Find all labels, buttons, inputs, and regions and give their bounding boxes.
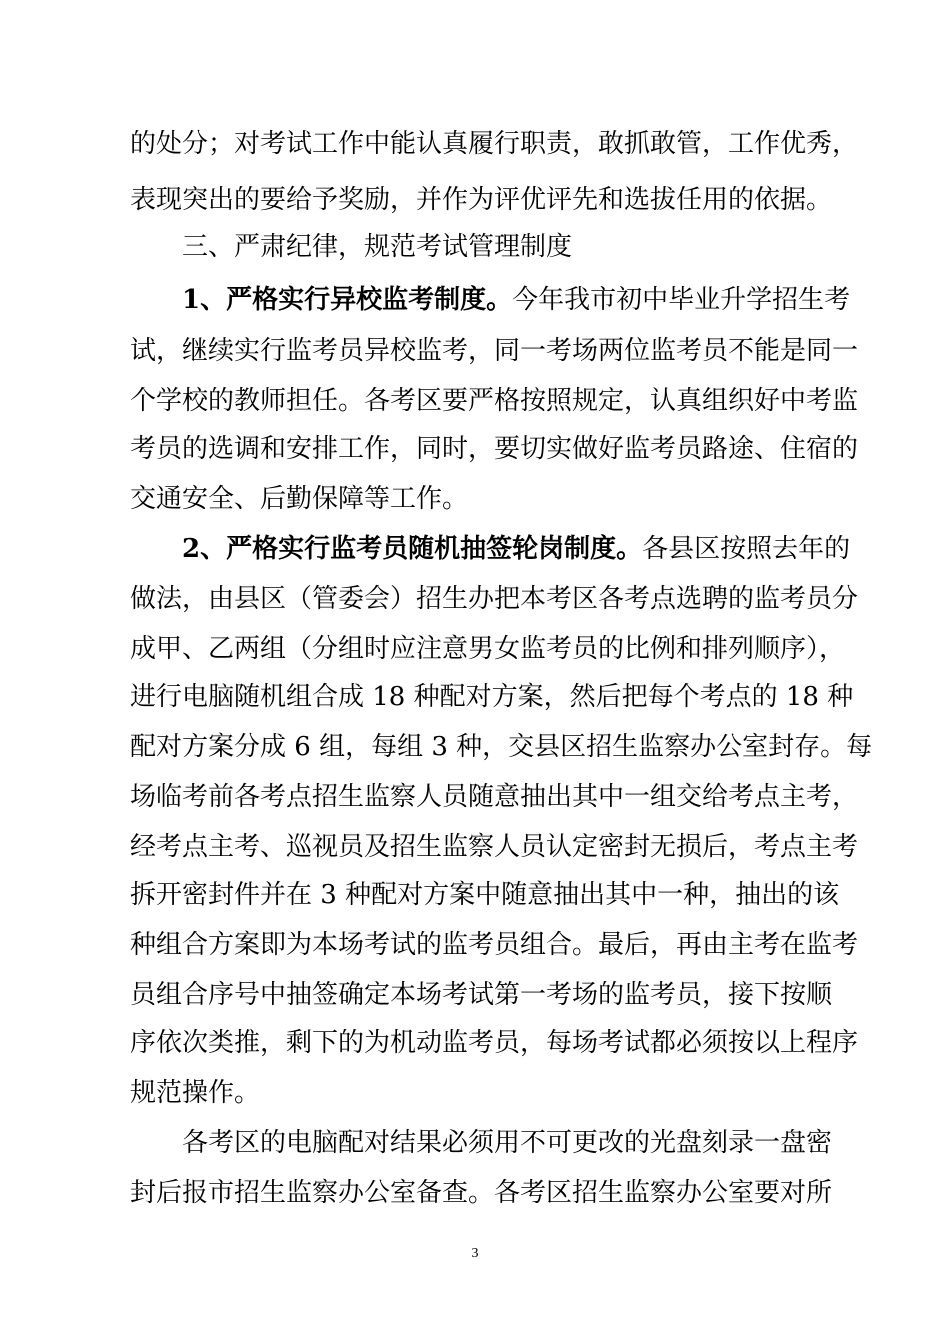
paragraph-line: 成甲、乙两组（分组时应注意男女监考员的比例和排列顺序）， <box>130 634 846 664</box>
paragraph-line: 规范操作。 <box>130 1078 261 1108</box>
paragraph-line: 封后报市招生监察办公室备查。各考区招生监察办公室要对所 <box>130 1178 833 1208</box>
paragraph-line: 交通安全、后勤保障等工作。 <box>130 484 469 514</box>
paragraph-line: 试，继续实行监考员异校监考，同一考场两位监考员不能是同一 <box>130 336 859 366</box>
page-number: 3 <box>471 1246 479 1261</box>
paragraph-line: 经考点主考、巡视员及招生监察人员认定密封无损后，考点主考 <box>130 832 859 862</box>
paragraph-line: 序依次类推，剩下的为机动监考员，每场考试都必须按以上程序 <box>130 1028 859 1058</box>
paragraph-line: 拆开密封件并在 3 种配对方案中随意抽出其中一种，抽出的该 <box>130 880 840 910</box>
item-text: 今年我市初中毕业升学招生考 <box>512 285 851 315</box>
item-text: 各县区按照去年的 <box>642 534 851 564</box>
item-title: 2、严格实行监考员随机抽签轮岗制度。 <box>182 534 643 564</box>
paragraph-first-line: 各考区的电脑配对结果必须用不可更改的光盘刻录一盘密 <box>182 1128 833 1158</box>
paragraph-line: 表现突出的要给予奖励，并作为评优评先和选拔任用的依据。 <box>130 185 833 215</box>
item-first-line <box>182 283 851 317</box>
paragraph-line: 的处分；对考试工作中能认真履行职责，敢抓敢管，工作优秀， <box>130 129 859 159</box>
section-heading: 三、严肃纪律，规范考试管理制度 <box>182 232 573 262</box>
item-title: 1、严格实行异校监考制度。 <box>182 285 513 315</box>
paragraph-line: 种组合方案即为本场考试的监考员组合。最后，再由主考在监考 <box>130 930 859 960</box>
paragraph-line: 员组合序号中抽签确定本场考试第一考场的监考员，接下按顺 <box>130 980 833 1010</box>
paragraph-line: 考员的选调和安排工作，同时，要切实做好监考员路途、住宿的 <box>130 434 859 464</box>
paragraph-line: 配对方案分成 6 组，每组 3 种，交县区招生监察办公室封存。每 <box>130 732 873 762</box>
paragraph-line: 做法，由县区（管委会）招生办把本考区各考点选聘的监考员分 <box>130 584 859 614</box>
paragraph-line: 个学校的教师担任。各考区要严格按照规定，认真组织好中考监 <box>130 386 859 416</box>
paragraph-line: 进行电脑随机组合成 18 种配对方案，然后把每个考点的 18 种 <box>130 682 854 712</box>
item-first-line <box>182 532 851 566</box>
paragraph-line: 场临考前各考点招生监察人员随意抽出其中一组交给考点主考， <box>130 782 859 812</box>
